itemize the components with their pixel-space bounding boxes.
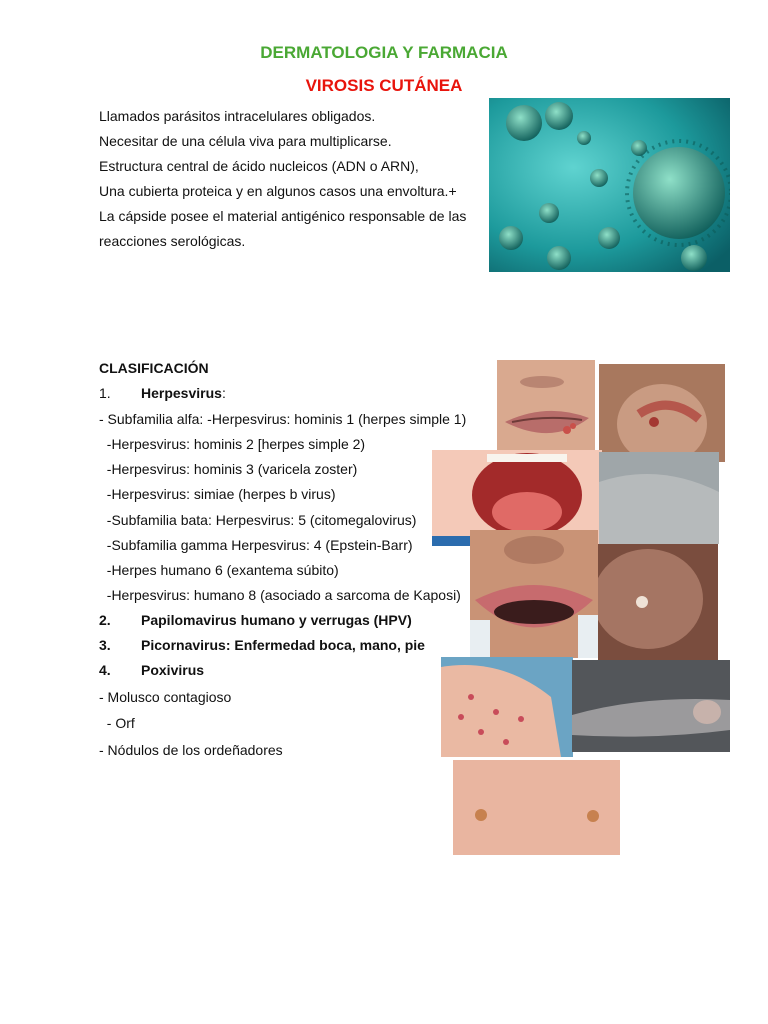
item-number: 3. (99, 637, 111, 653)
item-label: Papilomavirus humano y verrugas (HPV) (141, 612, 412, 628)
virus-image (489, 98, 730, 272)
herpes-line: -Herpesvirus: hominis 3 (varicela zoster) (99, 461, 358, 477)
herpes-line: -Herpesvirus: hominis 2 [herpes simple 2) (99, 436, 366, 452)
classification-item-3 (99, 637, 425, 653)
intro-line: Estructura central de ácido nucleicos (ADN o ARN), (99, 158, 419, 174)
item-suffix: : (221, 385, 226, 401)
herpes-line: -Subfamilia bata: Herpesvirus: 5 (citomegalovirus) (99, 512, 417, 528)
classification-item-1 (99, 385, 226, 401)
hpv-lips-photo (470, 530, 598, 658)
hand-lesions-photo (441, 657, 573, 757)
intro-line: reacciones serológicas. (99, 233, 246, 249)
herpes-lip-photo (497, 360, 595, 453)
herpes-line: -Subfamilia gamma Herpesvirus: 4 (Epstein-Barr) (99, 537, 413, 553)
pox-line: - Nódulos de los ordeñadores (99, 742, 283, 758)
intro-line: Necesitar de una célula viva para multiplicarse. (99, 133, 392, 149)
item-label: Picornavirus: Enfermedad boca, mano, pie (141, 637, 425, 653)
herpes-line: -Herpesvirus: humano 8 (asociado a sarcoma de Kaposi) (99, 587, 461, 603)
zoster-chest-photo (599, 364, 725, 462)
intro-line: Una cubierta proteica y en algunos casos una envoltura.+ (99, 183, 457, 199)
herpes-line: -Herpes humano 6 (exantema súbito) (99, 562, 339, 578)
nodules-skin-photo (453, 760, 620, 855)
intro-line: La cápside posee el material antigénico responsable de las (99, 208, 467, 224)
pox-line: - Orf (99, 715, 135, 731)
orf-finger-photo (572, 660, 730, 752)
item-number: 1. (99, 385, 111, 401)
molluscum-lesion-photo (598, 544, 718, 660)
skin-rash-photo (599, 452, 719, 544)
classification-item-2 (99, 612, 412, 628)
item-number: 2. (99, 612, 111, 628)
item-label: Herpesvirus (141, 385, 222, 401)
herpes-line: - Subfamilia alfa: -Herpesvirus: hominis 1 (herpes simple 1) (99, 411, 467, 427)
classification-heading: CLASIFICACIÓN (99, 360, 209, 376)
item-label: Poxivirus (141, 662, 205, 678)
pox-line: - Molusco contagioso (99, 689, 232, 705)
page-subtitle: VIROSIS CUTÁNEA (305, 76, 463, 95)
herpes-line: -Herpesvirus: simiae (herpes b virus) (99, 486, 336, 502)
intro-line: Llamados parásitos intracelulares obligados. (99, 108, 376, 124)
classification-item-4 (99, 662, 204, 678)
item-number: 4. (99, 662, 111, 678)
page-title: DERMATOLOGIA Y FARMACIA (260, 43, 508, 62)
